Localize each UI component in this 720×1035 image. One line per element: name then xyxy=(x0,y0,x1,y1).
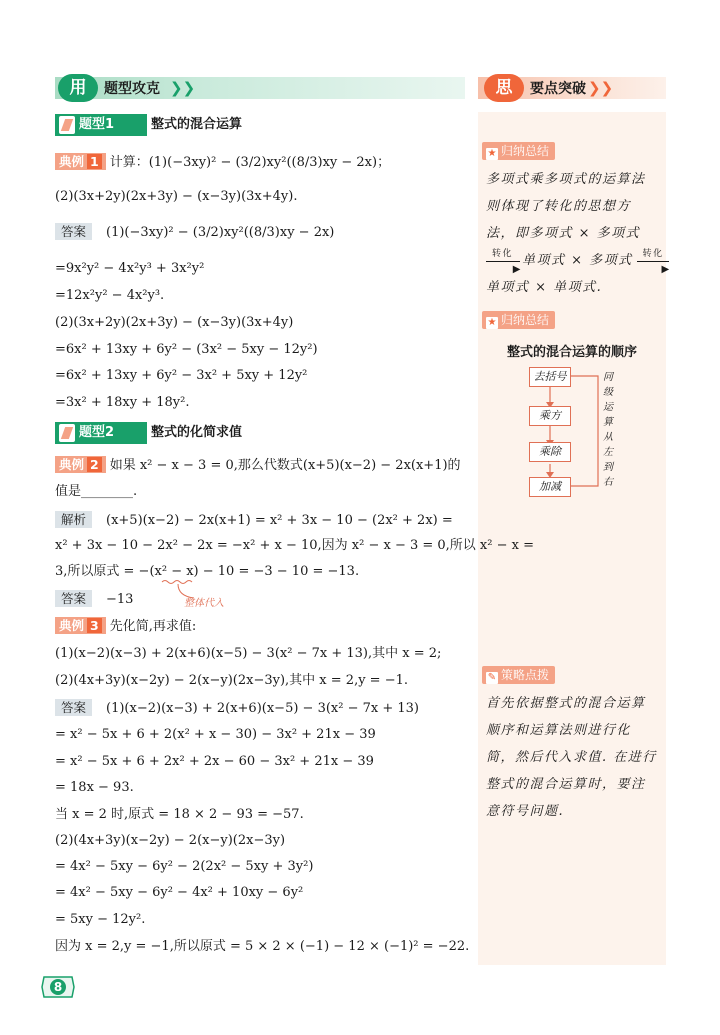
substitution-note: 整体代入 xyxy=(184,598,224,609)
answer1-line-3: =12x²y² − 4x²y³. xyxy=(55,288,165,303)
example1-line-1: 典例 1 计算：(1)(−3xy)² − (3/2)xy²((8/3)xy − 2x)； xyxy=(55,153,390,172)
answer-tag: 答案 xyxy=(55,699,92,716)
arrow-label-2: 转化 xyxy=(642,249,664,259)
order-title: 整式的混合运算的顺序 xyxy=(506,345,637,360)
type1-tag: 题型1 xyxy=(55,114,147,136)
header-title-left: 题型攻克 xyxy=(104,81,160,97)
summary-tag-2: ★ 归纳总结 xyxy=(482,311,555,329)
answer3-line-5: 当 x = 2 时,原式 = 18 × 2 − 93 = −57. xyxy=(55,807,304,822)
header-badge-si: 思 xyxy=(484,74,524,102)
type2-bar xyxy=(55,422,465,444)
answer3-line-8: = 4x² − 5xy − 6y² − 4x² + 10xy − 6y² xyxy=(55,885,304,900)
type1-title: 整式的混合运算 xyxy=(151,117,243,132)
order-step-2: 乘方 xyxy=(529,406,571,426)
example1-line-2: (2)(3x+2y)(2x+3y) − (x−3y)(3x+4y). xyxy=(55,189,298,204)
answer1-line-7: =3x² + 18xy + 18y². xyxy=(55,395,190,410)
analysis-tag: 解析 xyxy=(55,511,92,528)
answer3-line-10: 因为 x = 2,y = −1,所以原式 = 5 × 2 × (−1) − 12 × (−1)² = −22. xyxy=(55,939,470,954)
header-badge-yong: 用 xyxy=(58,74,98,102)
type2-title: 整式的化简求值 xyxy=(151,425,243,440)
answer-tag: 答案 xyxy=(55,223,92,240)
order-step-4: 加减 xyxy=(529,477,571,497)
analysis2-line-2: x² + 3x − 10 − 2x² − 2x = −x² + x − 10,因为 x² − x − 3 = 0,所以 x² − x = xyxy=(55,538,534,553)
star-icon: ★ xyxy=(487,148,497,159)
example2-line-1: 典例 2 如果 x² − x − 3 = 0,那么代数式(x+5)(x−2) − 2x(x+1)的 xyxy=(55,456,461,475)
type1-bar xyxy=(55,114,465,136)
strategy-icon: ✎ xyxy=(487,672,497,683)
example-tag: 典例 2 xyxy=(55,456,106,473)
pencil-icon xyxy=(59,424,75,442)
answer3-line-7: = 4x² − 5xy − 6y² − 2(2x² − 5xy + 3y²) xyxy=(55,859,314,874)
order-step-3: 乘除 xyxy=(529,442,571,462)
type2-tag: 题型2 xyxy=(55,422,147,444)
example-tag: 典例 3 xyxy=(55,617,106,634)
answer3-line-3: = x² − 5x + 6 + 2x² + 2x − 60 − 3x² + 21x − 39 xyxy=(55,754,374,769)
example2-line-2: 值是________. xyxy=(55,484,138,499)
answer3-line-2: = x² − 5x + 6 + 2(x² + x − 30) − 3x² + 21x − 39 xyxy=(55,727,376,742)
header-chevron-right-icon: ❯❯ xyxy=(588,79,614,97)
answer2-line: 答案 −13 xyxy=(55,590,133,609)
order-vertical-note: 同 级 运 算 从 左 到 右 xyxy=(603,372,613,488)
answer-tag: 答案 xyxy=(55,590,92,607)
order-step-1: 去括号 xyxy=(529,367,571,387)
summary-tag-1: ★ 归纳总结 xyxy=(482,142,555,160)
answer1-line-4: (2)(3x+2y)(2x+3y) − (x−3y)(3x+4y) xyxy=(55,315,294,330)
answer1-line-5: =6x² + 13xy + 6y² − (3x² − 5xy − 12y²) xyxy=(55,342,318,357)
answer1-line-2: =9x²y² − 4x²y³ + 3x²y² xyxy=(55,261,205,276)
header-title-right: 要点突破 xyxy=(530,81,586,97)
arrow-label-1: 转化 xyxy=(492,249,514,259)
example3-line-2: (1)(x−2)(x−3) + 2(x+6)(x−5) − 3(x² − 7x + 13),其中 x = 2; xyxy=(55,646,442,661)
star-icon: ★ xyxy=(487,317,497,328)
page-number: 8 xyxy=(53,980,63,994)
example3-line-1: 典例 3 先化简,再求值: xyxy=(55,617,196,636)
answer3-line-6: (2)(4x+3y)(x−2y) − 2(x−y)(2x−3y) xyxy=(55,833,286,848)
analysis2-line-1: 解析 (x+5)(x−2) − 2x(x+1) = x² + 3x − 10 − (2x² + 2x) = xyxy=(55,511,453,530)
header-chevron-left-icon: ❯❯ xyxy=(170,79,196,97)
answer1-line-6: =6x² + 13xy + 6y² − 3x² + 5xy + 12y² xyxy=(55,368,308,383)
example-tag: 典例 1 xyxy=(55,153,106,170)
summary-text-1: 多项式乘多项式的运算法 则体现了转化的思想方 法，即多项式 × 多项式 转化 ▶ 单项式 × 多项式 转化 ▶ 单项式 × 单项式. xyxy=(486,172,671,295)
example3-line-3: (2)(4x+3y)(x−2y) − 2(x−y)(2x−3y),其中 x = 2,y = −1. xyxy=(55,673,408,688)
answer3-line-4: = 18x − 93. xyxy=(55,780,134,795)
strategy-tag: ✎ 策略点拨 xyxy=(482,666,555,684)
answer3-line-9: = 5xy − 12y². xyxy=(55,912,146,927)
analysis2-line-3: 3,所以原式 = −(x² − x) − 10 = −3 − 10 = −13. xyxy=(55,564,360,579)
pencil-icon xyxy=(59,116,75,134)
answer3-line-1: 答案 (1)(x−2)(x−3) + 2(x+6)(x−5) − 3(x² − 7x + 13) xyxy=(55,699,419,718)
answer1-line-1: 答案 (1)(−3xy)² − (3/2)xy²((8/3)xy − 2x) xyxy=(55,223,334,242)
strategy-text: 首先依据整式的混合运算 顺序和运算法则进行化 简，然后代入求值. 在进行 整式的混合运算时，要注 意符号问题. xyxy=(486,696,657,819)
